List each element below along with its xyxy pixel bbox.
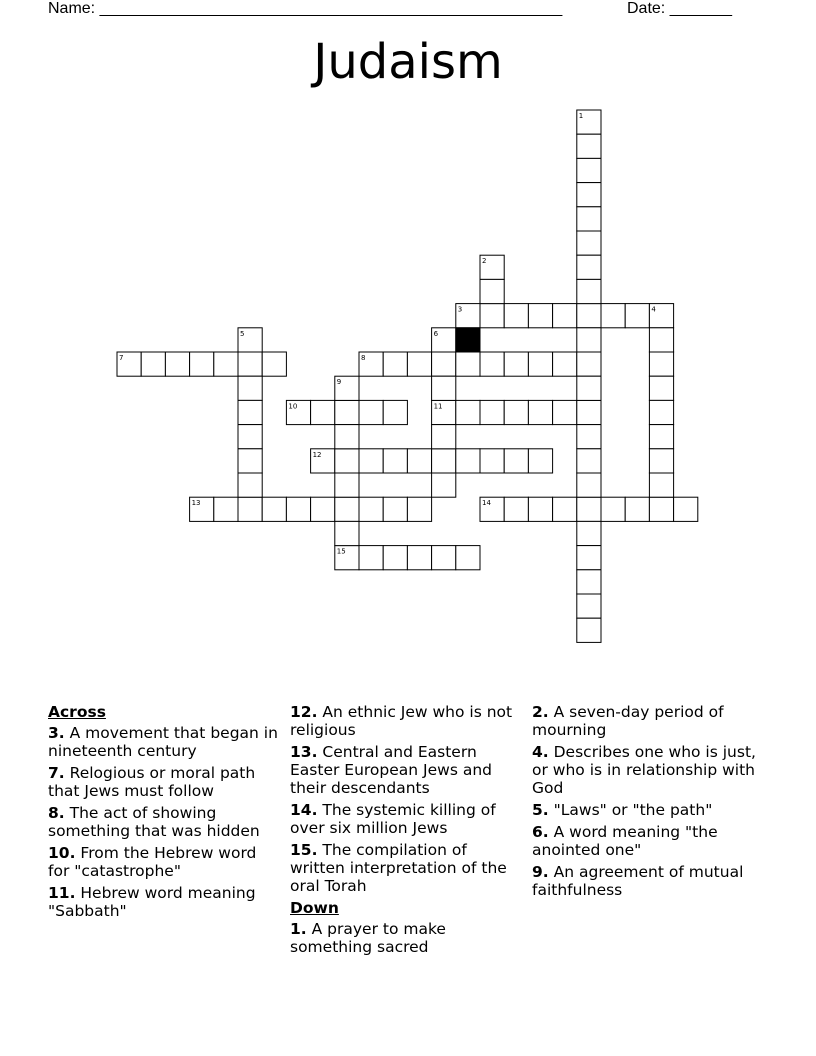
grid-cell[interactable] [480,304,504,328]
grid-cell[interactable] [577,207,601,231]
clue-text: An agreement of mutual faithfulness [532,863,744,899]
down-heading: Down [290,899,339,917]
grid-clue-number: 10 [288,402,298,411]
grid-cell[interactable] [649,449,673,473]
grid-cell[interactable] [480,400,504,424]
clue-number: 8. [48,804,65,822]
grid-cell[interactable] [553,352,577,376]
clues-column-2 [290,703,522,960]
grid-cell[interactable] [504,449,528,473]
clue-number: 4. [532,743,549,761]
clue-across [48,724,280,760]
clue-text: The act of showing something that was hidden [48,804,260,840]
clue-text: A word meaning "the anointed one" [532,823,718,859]
grid-cell[interactable] [577,546,601,570]
grid-cell[interactable] [577,425,601,449]
clue-down [532,743,764,797]
grid-cell[interactable] [528,304,552,328]
grid-cell[interactable] [577,279,601,303]
grid-cell[interactable] [528,497,552,521]
grid-cell[interactable] [383,449,407,473]
grid-cell[interactable] [238,376,262,400]
clue-across [290,841,522,895]
grid-cell[interactable] [262,352,286,376]
grid-cell[interactable] [141,352,165,376]
clue-across [48,804,280,840]
clue-text: Central and Eastern Easter European Jews and their descendants [290,743,492,797]
grid-cell[interactable] [480,352,504,376]
grid-cell[interactable] [335,425,359,449]
grid-cell[interactable] [262,497,286,521]
clue-text: A prayer to make something sacred [290,920,446,956]
grid-cell[interactable] [577,376,601,400]
grid-cell[interactable] [577,473,601,497]
clue-down [290,920,522,956]
grid-cell[interactable] [238,497,262,521]
grid-cell[interactable] [335,400,359,424]
grid-cell[interactable] [553,304,577,328]
clue-number: 3. [48,724,65,742]
name-field-label: Name: ____________________________________________________ [48,0,563,17]
grid-cell[interactable] [577,594,601,618]
grid-cell[interactable] [577,497,601,521]
grid-cell[interactable] [577,521,601,545]
grid-clue-number: 15 [336,547,346,556]
across-heading: Across [48,703,106,721]
grid-cell[interactable] [649,400,673,424]
clue-text: The systemic killing of over six million Jews [290,801,496,837]
grid-cell[interactable] [577,183,601,207]
grid-cell[interactable] [553,497,577,521]
grid-clue-number: 8 [361,354,366,362]
grid-cell[interactable] [214,497,238,521]
grid-cell[interactable] [625,497,649,521]
grid-cell[interactable] [625,304,649,328]
clue-number: 15. [290,841,318,859]
grid-cell[interactable] [528,449,552,473]
clue-text: Hebrew word meaning "Sabbath" [48,884,256,920]
clue-number: 2. [532,703,549,721]
blocked-cell [456,328,480,352]
grid-cell[interactable] [577,400,601,424]
grid-cell[interactable] [432,449,456,473]
grid-cell[interactable] [238,473,262,497]
grid-cell[interactable] [577,134,601,158]
grid-cell[interactable] [577,255,601,279]
grid-cell[interactable] [504,304,528,328]
grid-cell[interactable] [649,425,673,449]
clue-text: Relogious or moral path that Jews must follow [48,764,256,800]
grid-cell[interactable] [649,328,673,352]
grid-cell[interactable] [432,376,456,400]
grid-cell[interactable] [456,400,480,424]
grid-cell[interactable] [480,279,504,303]
clue-across [48,764,280,800]
grid-cell[interactable] [311,497,335,521]
page-title: Judaism [313,34,503,90]
grid-cell[interactable] [504,352,528,376]
grid-cell[interactable] [577,328,601,352]
grid-cell[interactable] [286,497,310,521]
grid-cell[interactable] [335,449,359,473]
grid-clue-number: 1 [578,112,584,120]
date-field-label: Date: _______ [627,0,732,17]
grid-cell[interactable] [335,521,359,545]
grid-cell[interactable] [407,352,431,376]
grid-cell[interactable] [456,546,480,570]
grid-cell[interactable] [190,352,214,376]
grid-clue-number: 13 [191,499,201,508]
grid-cell[interactable] [359,400,383,424]
grid-cell[interactable] [504,497,528,521]
grid-cell[interactable] [214,352,238,376]
grid-clue-number: 11 [433,402,443,411]
grid-cell[interactable] [577,304,601,328]
clue-across [290,703,522,739]
grid-clue-number: 3 [457,305,463,314]
grid-cell[interactable] [407,449,431,473]
clue-number: 11. [48,884,76,902]
grid-cell[interactable] [553,400,577,424]
grid-cell[interactable] [432,473,456,497]
grid-cell[interactable] [238,400,262,424]
grid-cell[interactable] [528,352,552,376]
clue-text: Describes one who is just, or who is in relationship with God [532,743,756,797]
grid-cell[interactable] [577,618,601,642]
clue-number: 10. [48,844,76,862]
grid-cell[interactable] [649,473,673,497]
clue-across [48,844,280,880]
grid-cell[interactable] [383,400,407,424]
grid-cell[interactable] [577,570,601,594]
grid-cell[interactable] [577,352,601,376]
clue-number: 9. [532,863,549,881]
grid-cell[interactable] [238,352,262,376]
clue-text: "Laws" or "the path" [553,801,713,819]
clue-text: The compilation of written interpretation of the oral Torah [290,841,507,895]
grid-cell[interactable] [383,546,407,570]
clue-down [532,801,764,819]
grid-cell[interactable] [480,449,504,473]
grid-cell[interactable] [504,400,528,424]
clue-number: 6. [532,823,549,841]
grid-cell[interactable] [383,352,407,376]
grid-cell[interactable] [359,449,383,473]
grid-cell[interactable] [407,497,431,521]
clue-across [290,801,522,837]
grid-clue-number: 14 [482,499,491,508]
grid-cell[interactable] [238,449,262,473]
grid-cell[interactable] [649,376,673,400]
clue-number: 14. [290,801,318,819]
clue-down [532,863,764,899]
grid-cell[interactable] [165,352,189,376]
grid-cell[interactable] [577,449,601,473]
clue-number: 13. [290,743,318,761]
grid-cell[interactable] [674,497,698,521]
clue-number: 12. [290,703,318,721]
grid-cell[interactable] [238,425,262,449]
clue-down [532,823,764,859]
clue-down [532,703,764,739]
clue-number: 1. [290,920,307,938]
grid-cell[interactable] [456,449,480,473]
grid-cell[interactable] [577,231,601,255]
clue-across [48,884,280,920]
grid-cell[interactable] [528,400,552,424]
grid-cell[interactable] [432,425,456,449]
grid-cell[interactable] [311,400,335,424]
clue-across [290,743,522,797]
grid-cell[interactable] [456,352,480,376]
grid-clue-number: 9 [336,378,342,387]
grid-cell[interactable] [383,497,407,521]
grid-cell[interactable] [335,473,359,497]
clue-number: 5. [532,801,549,819]
clue-text: From the Hebrew word for "catastrophe" [48,844,257,880]
grid-cell[interactable] [407,546,431,570]
grid-cell[interactable] [577,158,601,182]
grid-cell[interactable] [432,352,456,376]
grid-cell[interactable] [432,546,456,570]
grid-cell[interactable] [649,497,673,521]
grid-clue-number: 7 [119,354,124,362]
grid-clue-number: 5 [240,329,245,338]
grid-cell[interactable] [601,497,625,521]
grid-cell[interactable] [359,497,383,521]
grid-cell[interactable] [649,352,673,376]
clues-column-3 [532,703,764,903]
grid-clue-number: 6 [433,329,439,338]
clue-text: A seven-day period of mourning [532,703,724,739]
grid-cell[interactable] [335,497,359,521]
clue-text: A movement that began in nineteenth century [48,724,278,760]
grid-cell[interactable] [601,304,625,328]
grid-clue-number: 2 [482,257,487,266]
clue-number: 7. [48,764,65,782]
grid-cell[interactable] [359,546,383,570]
clue-text: An ethnic Jew who is not religious [290,703,513,739]
grid-clue-number: 12 [312,450,322,459]
grid-clue-number: 4 [651,305,656,314]
clues-column-1 [48,703,280,924]
